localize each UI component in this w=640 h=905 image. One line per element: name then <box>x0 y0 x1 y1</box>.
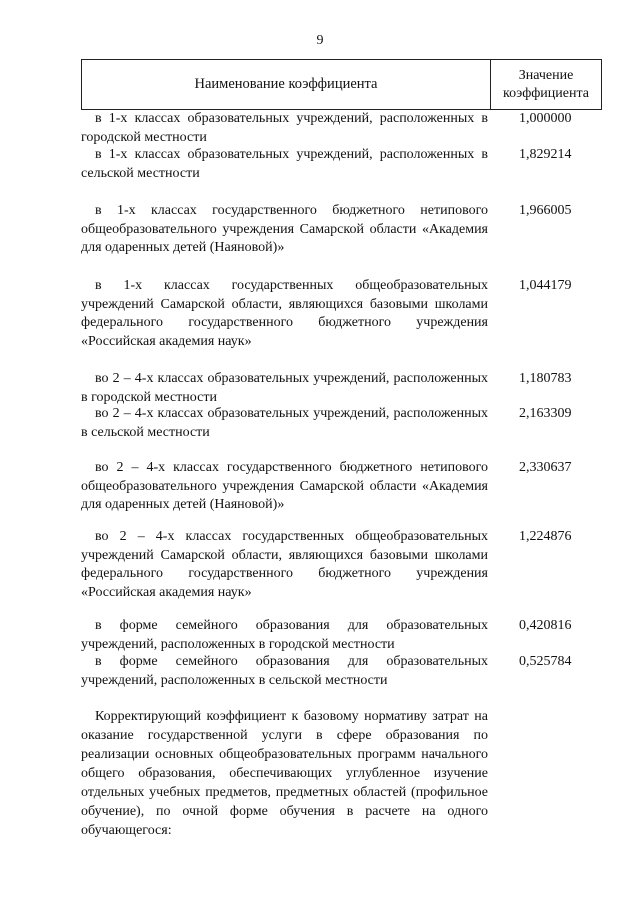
row-value: 2,330637 <box>519 460 572 475</box>
row-text: в 1-х классах государственного бюджетного нетипового общеобразовательного учреждения Самарской области «Академия для одаренных детей (Наяновой)» <box>81 203 488 256</box>
row-value: 2,163309 <box>519 406 572 421</box>
row-text: в 1-х классах образовательных учреждений, расположенных в сельской местности <box>81 147 488 181</box>
row-text: во 2 – 4-х классах образовательных учреждений, расположенных в городской местности <box>81 371 488 405</box>
row-value: 0,420816 <box>519 618 572 633</box>
row-value: 1,180783 <box>519 371 572 386</box>
header-value-line1: Значение <box>518 67 574 83</box>
row-value: 1,966005 <box>519 203 572 218</box>
page-number: 9 <box>316 33 324 48</box>
note-text: Корректирующий коэффициент к базовому нормативу затрат на оказание государственной услуги в сфере образования по реализации основных общеобразовательных программ начального общего образования, обеспечивающих углубленное изучение отдельных учебных предметов, предметных областей (профильное обучение), по очной форме обучения в расчете на одного обучающегося: <box>81 709 488 838</box>
row-text: во 2 – 4-х классах государственного бюджетного нетипового общеобразовательного учреждения Самарской области «Академия для одаренных детей (Наяновой)» <box>81 460 488 513</box>
row-value: 1,000000 <box>519 111 572 126</box>
row-value: 1,044179 <box>519 278 572 293</box>
row-text: в 1-х классах образовательных учреждений, расположенных в городской местности <box>81 111 488 145</box>
note-paragraph <box>81 707 488 840</box>
row-text: во 2 – 4-х классах образовательных учреждений, расположенных в сельской местности <box>81 406 488 440</box>
row-text: в форме семейного образования для образовательных учреждений, расположенных в сельской местности <box>81 654 488 688</box>
header-coefficient-value <box>491 60 601 109</box>
row-value: 0,525784 <box>519 654 572 669</box>
row-text: в форме семейного образования для образовательных учреждений, расположенных в городской местности <box>81 618 488 652</box>
table-header <box>81 59 602 110</box>
row-value: 1,224876 <box>519 529 572 544</box>
row-text: во 2 – 4-х классах государственных общеобразовательных учреждений Самарской области, являющихся базовыми школами федерального государственного бюджетного учреждения «Российская академия наук» <box>81 529 488 600</box>
row-value: 1,829214 <box>519 147 572 162</box>
header-value-line2: коэффициента <box>503 85 589 101</box>
row-text: в 1-х классах государственных общеобразовательных учреждений Самарской области, являющихся базовыми школами федерального государственного бюджетного учреждения «Российская академия наук» <box>81 278 488 349</box>
header-coefficient-name: Наименование коэффициента <box>82 60 491 109</box>
